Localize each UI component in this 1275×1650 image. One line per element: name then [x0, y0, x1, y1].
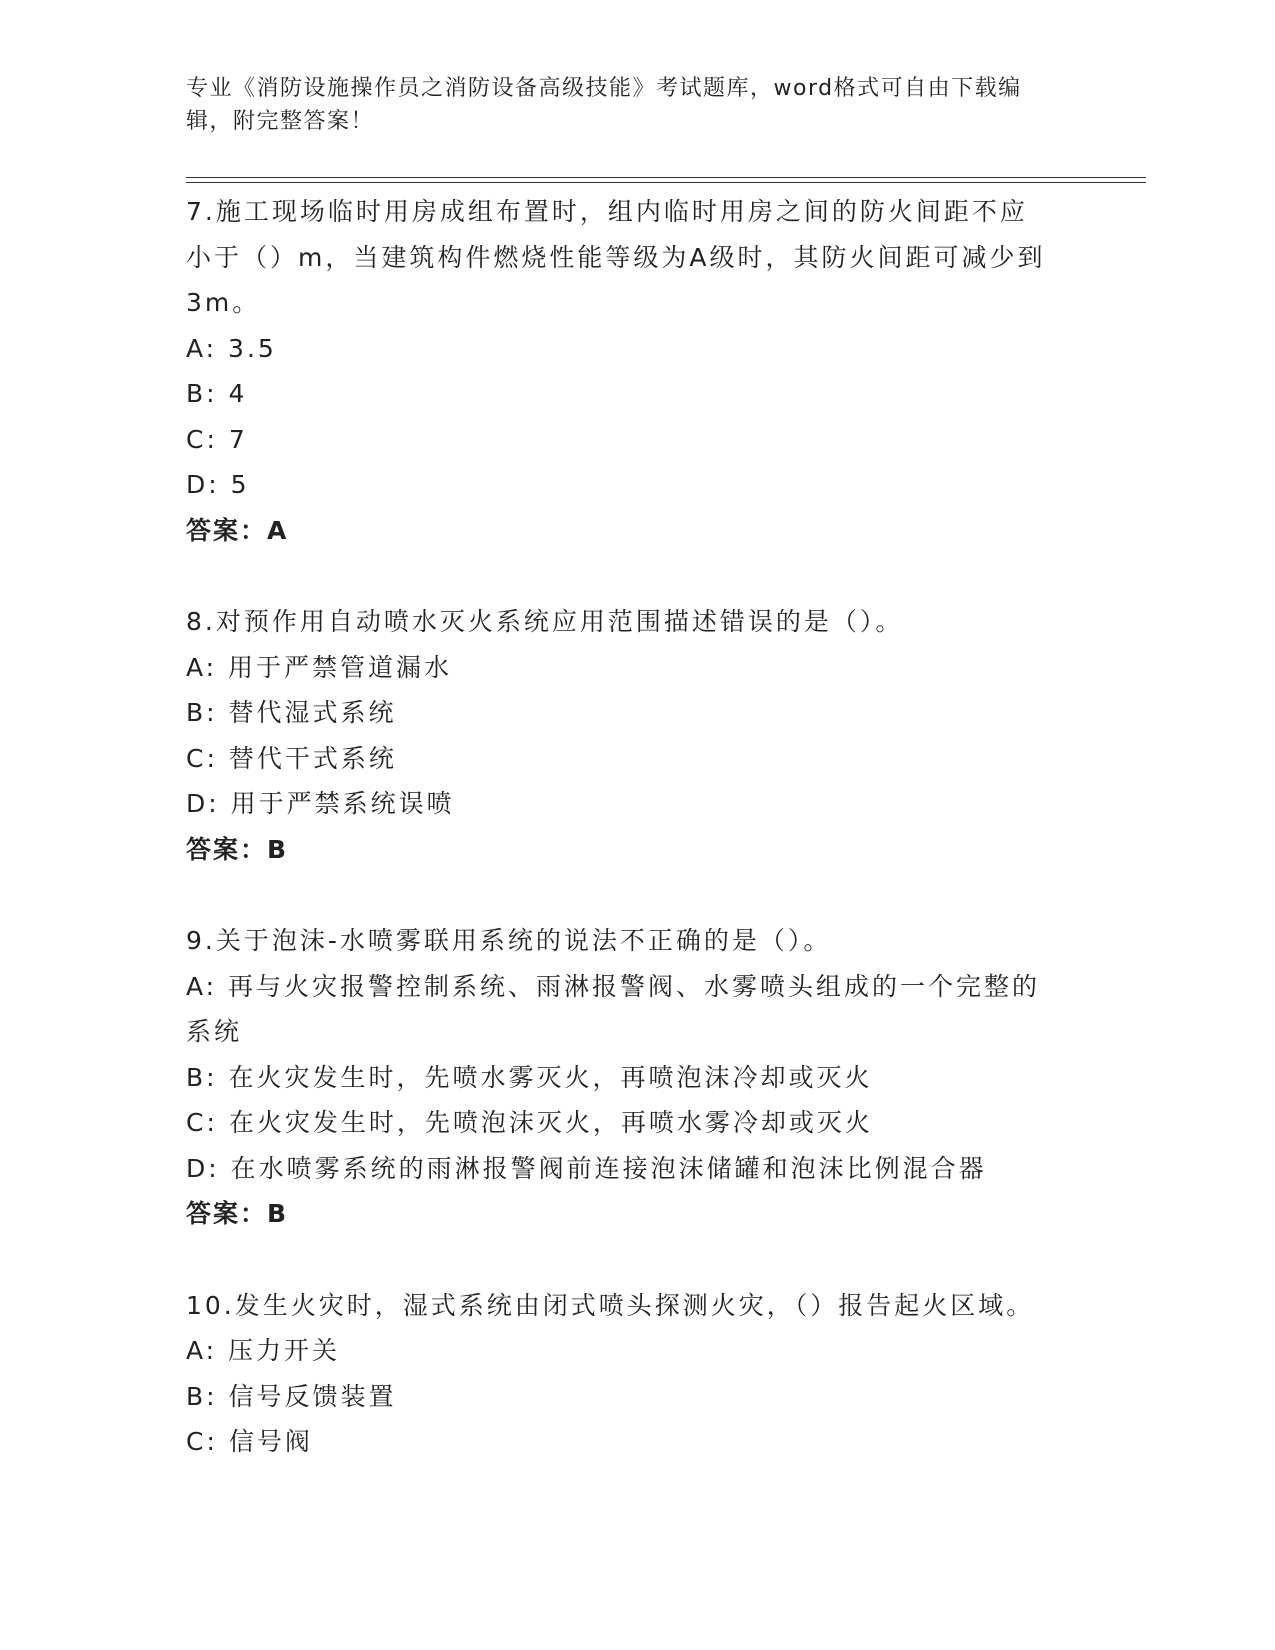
answer-label: 答案：B: [186, 1199, 289, 1228]
question-stem-line: 9.关于泡沫-水喷雾联用系统的说法不正确的是（）。: [186, 926, 832, 955]
header-line-1: 专业《消防设施操作员之消防设备高级技能》考试题库，word格式可自由下载编: [186, 76, 1022, 101]
option-a: A: 再与火灾报警控制系统、雨淋报警阀、水雾喷头组成的一个完整的: [186, 971, 1041, 1001]
option-b: B: 在火灾发生时，先喷水雾灭火，再喷泡沫冷却或灭火: [186, 1062, 873, 1092]
header-divider-bottom: [186, 182, 1146, 183]
option-c: C: 信号阀: [186, 1427, 313, 1456]
option-b: B: 替代湿式系统: [186, 698, 397, 727]
question-list: [186, 189, 1066, 1511]
answer-label: 答案：A: [186, 515, 289, 545]
question-stem-line: 10.发生火灾时，湿式系统由闭式喷头探测火灾，（）报告起火区域。: [186, 1290, 1035, 1320]
option-b: B: 信号反馈装置: [186, 1381, 397, 1411]
option-a: A: 用于严禁管道漏水: [186, 652, 453, 682]
answer-label: 答案：B: [186, 834, 289, 864]
header-line-2: 辑，附完整答案！: [186, 109, 375, 134]
option-b: B: 4: [186, 379, 248, 408]
question-8: [186, 599, 1066, 872]
option-d: D: 5: [186, 470, 250, 499]
option-a: A: 3.5: [186, 333, 277, 363]
option-a-continued: 系统: [186, 1017, 243, 1046]
option-a: A: 压力开关: [186, 1336, 341, 1365]
question-stem-line: 3m。: [186, 288, 261, 317]
option-c: C: 在火灾发生时，先喷泡沫灭火，再喷水雾冷却或灭火: [186, 1108, 873, 1137]
header-divider-top: [186, 177, 1146, 178]
option-d: D: 用于严禁系统误喷: [186, 789, 455, 818]
question-10: [186, 1283, 1066, 1465]
question-stem-line: 小于（）m，当建筑构件燃烧性能等级为A级时，其防火间距可减少到: [186, 242, 1046, 272]
option-d: D: 在水喷雾系统的雨淋报警阀前连接泡沫储罐和泡沫比例混合器: [186, 1153, 987, 1183]
question-stem-line: 8.对预作用自动喷水灭火系统应用范围描述错误的是（）。: [186, 607, 904, 636]
question-9: [186, 918, 1066, 1237]
option-c: C: 替代干式系统: [186, 743, 397, 773]
question-7: [186, 189, 1066, 553]
option-c: C: 7: [186, 424, 248, 454]
document-header: [186, 72, 1066, 138]
question-stem-line: 7.施工现场临时用房成组布置时，组内临时用房之间的防火间距不应: [186, 197, 1028, 226]
